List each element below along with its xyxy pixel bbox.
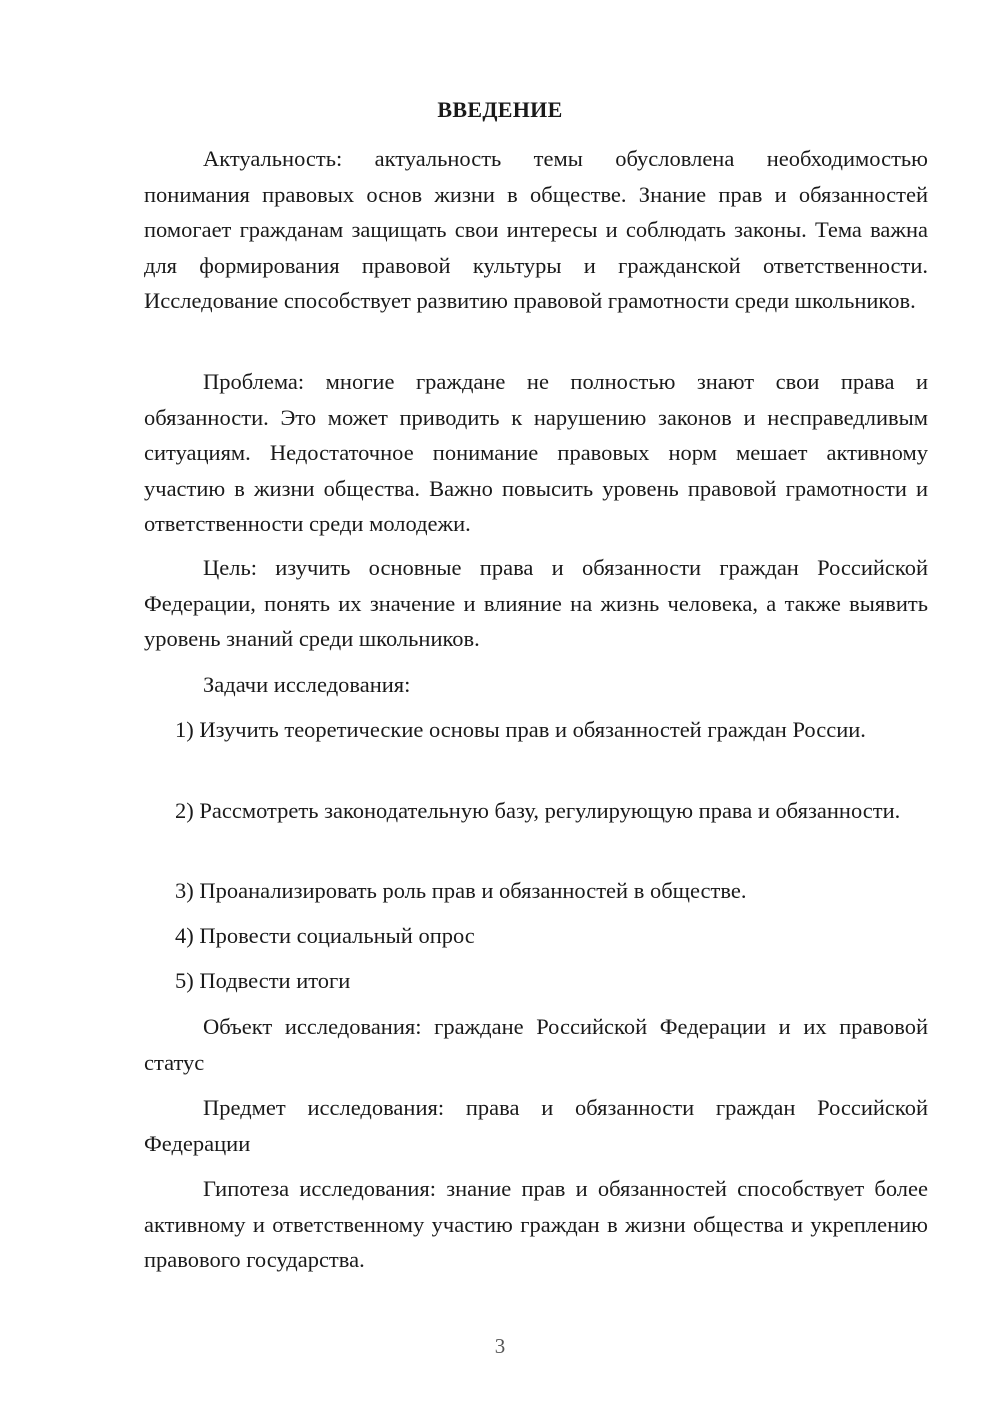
tasks-heading: Задачи исследования: xyxy=(203,672,411,697)
relevance-paragraph: Актуальность: актуальность темы обусловлена необходимостью понимания правовых основ жизни в обществе. Знание прав и обязанностей помогает гражданам защищать свои интересы и соблюдать законы. Тема важна для формирования правовой культуры и гражданской ответственности. Исследование способствует развитию правовой грамотности среди школьников. xyxy=(144,146,928,313)
problem-paragraph: Проблема: многие граждане не полностью знают свои права и обязанности. Это может приводить к нарушению законов и несправедливым ситуациям. Недостаточное понимание правовых норм мешает активному участию в жизни общества. Важно повысить уровень правовой грамотности и ответственности среди молодежи. xyxy=(144,369,928,536)
task-item-4: 4) Провести социальный опрос xyxy=(175,923,475,948)
task-item-3: 3) Проанализировать роль прав и обязанностей в обществе. xyxy=(175,878,747,903)
page-heading: ВВЕДЕНИЕ xyxy=(437,97,563,122)
subject-paragraph: Предмет исследования: права и обязанности граждан Российской Федерации xyxy=(144,1095,928,1156)
hypothesis-paragraph: Гипотеза исследования: знание прав и обязанностей способствует более активному и ответственному участию граждан в жизни общества и укреплению правового государства. xyxy=(144,1176,928,1272)
object-paragraph: Объект исследования: граждане Российской Федерации и их правовой статус xyxy=(144,1014,928,1075)
task-item-2: 2) Рассмотреть законодательную базу, регулирующую права и обязанности. xyxy=(175,798,901,823)
task-item-1: 1) Изучить теоретические основы прав и обязанностей граждан России. xyxy=(175,717,866,742)
goal-paragraph: Цель: изучить основные права и обязанности граждан Российской Федерации, понять их значение и влияние на жизнь человека, а также выявить уровень знаний среди школьников. xyxy=(144,555,928,651)
task-item-5: 5) Подвести итоги xyxy=(175,968,351,993)
page-number: 3 xyxy=(494,1334,506,1358)
